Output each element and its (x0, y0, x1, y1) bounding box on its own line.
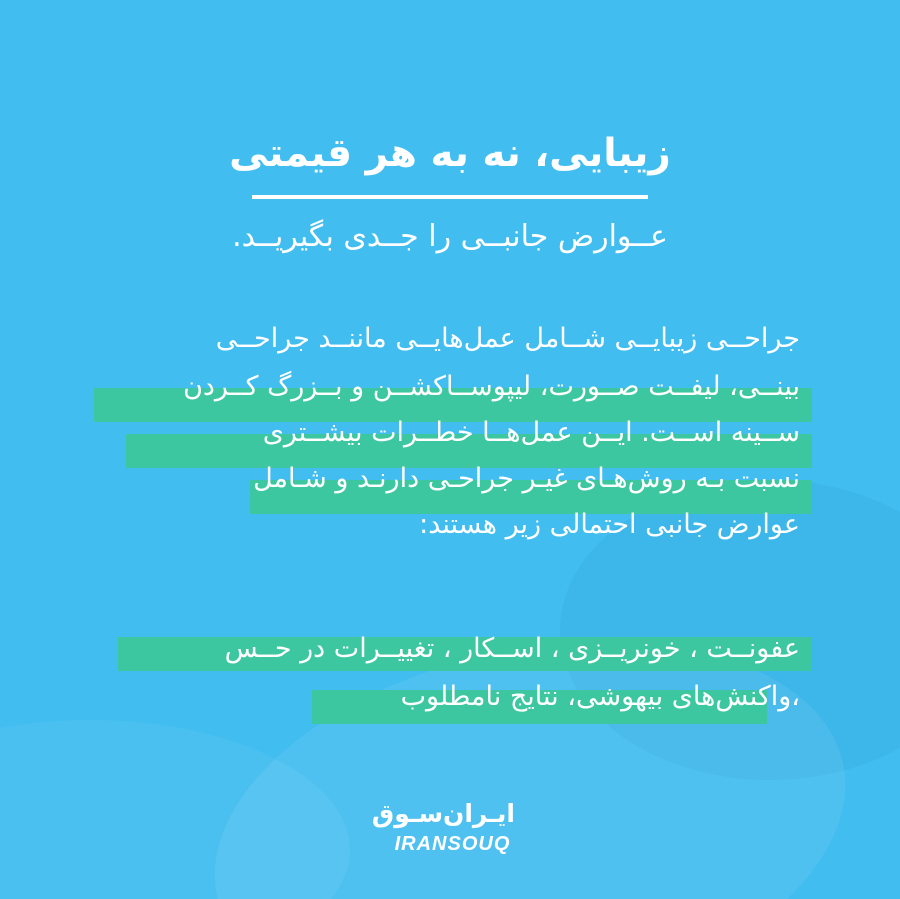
title-divider (252, 195, 648, 199)
body-paragraph (100, 318, 800, 548)
paragraph-line: نسبت بـه روش‌هـای غیـر جراحـی دارنـد و شـامل (253, 463, 800, 494)
paragraph-line: جراحــی زیبایــی شــامل عمل‌هایــی ماننــد جراحــی (215, 323, 800, 354)
logo-persian-text: ایـران‌سـوق (371, 799, 515, 828)
post-subtitle: عــوارض جانبــی را جــدی بگیریــد. (232, 219, 668, 254)
brand-logo (371, 797, 515, 863)
side-effects-list (100, 628, 800, 728)
list-line: ،واکنش‌های بیهوشی، نتایج نامطلوب (400, 681, 800, 712)
paragraph-line: ســینه اســت. ایــن عمل‌هــا خطــرات بیشــتری (262, 417, 800, 448)
post-title: زیبایی، نه به هر قیمتی (229, 131, 671, 176)
background-wave (0, 720, 350, 899)
paragraph-line: بینــی، لیفــت صــورت، لیپوســاکشــن و بــزرگ کــردن (183, 371, 800, 402)
logo-english-text: IRANSOUQ (394, 833, 511, 855)
list-line: عفونــت ، خونریــزی ، اســکار ، تغییــرات در حــس (224, 633, 800, 664)
paragraph-line: عوارض جانبی احتمالی زیر هستند: (419, 509, 800, 540)
